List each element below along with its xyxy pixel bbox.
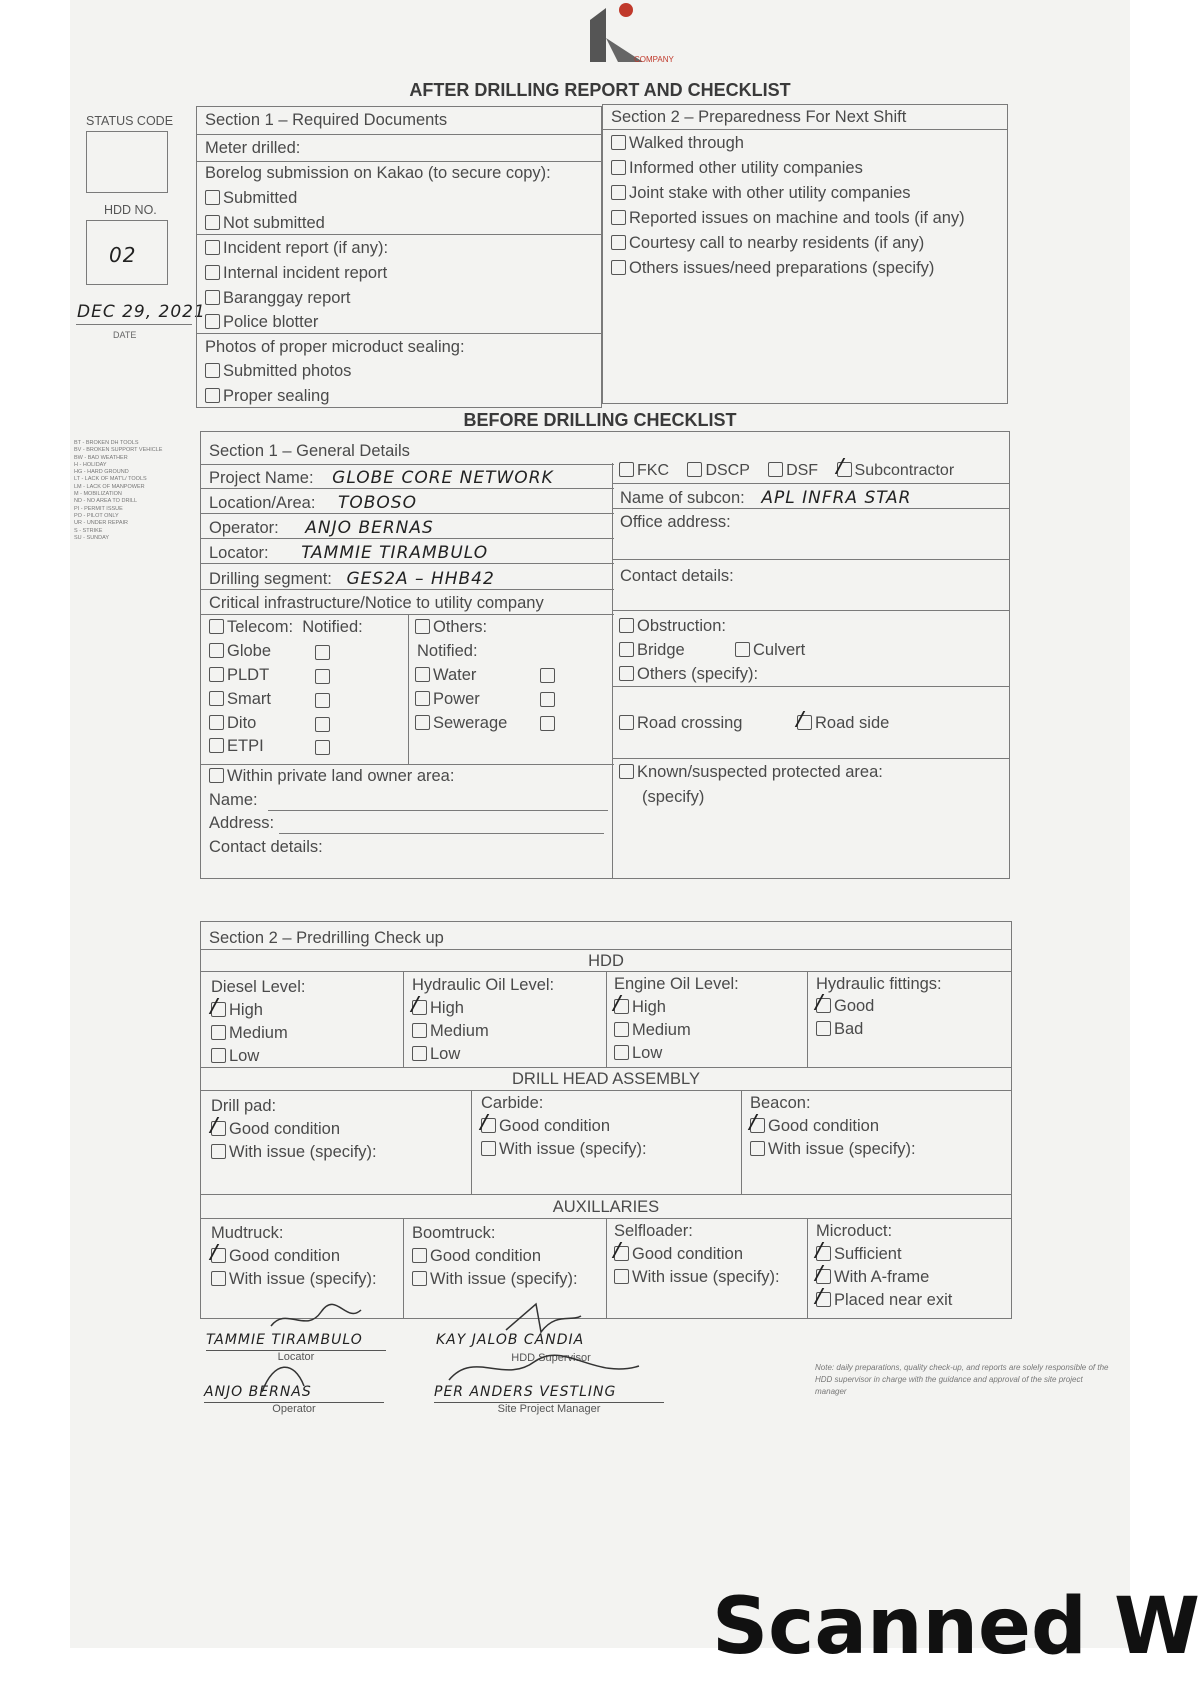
baranggay-report[interactable]: Baranggay report <box>197 289 601 308</box>
checkbox[interactable] <box>209 643 224 658</box>
fittings-bad[interactable]: Bad <box>816 1020 942 1039</box>
notified-checkbox[interactable] <box>315 693 330 708</box>
notified-checkbox[interactable] <box>315 740 330 755</box>
checkbox-checked[interactable] <box>211 1002 226 1017</box>
telecom-pldt[interactable]: PLDT <box>201 666 1009 685</box>
mudtruck: Mudtruck: Good condition With issue (specify): <box>211 1224 377 1288</box>
drill-head-header: DRILL HEAD ASSEMBLY <box>512 1070 700 1088</box>
selfloader: Selfloader: Good condition With issue (specify): <box>614 1222 780 1286</box>
checkbox[interactable] <box>205 240 220 255</box>
checkbox[interactable] <box>415 691 430 706</box>
road-side[interactable]: Road side <box>797 714 889 733</box>
checkbox-checked[interactable] <box>837 462 852 477</box>
submitted-photos[interactable]: Submitted photos <box>197 362 601 381</box>
legend-item: BW - BAD WEATHER <box>74 454 128 461</box>
checkbox[interactable] <box>211 1025 226 1040</box>
legend-item: H - HOLIDAY <box>74 461 107 468</box>
checkbox[interactable] <box>205 215 220 230</box>
microduct: Microduct: Sufficient With A-frame Placed near exit <box>816 1222 953 1309</box>
company-type-row: FKC DSCP DSF Subcontractor <box>619 462 954 480</box>
locator-value: TAMMIE TIRAMBULO <box>301 543 489 563</box>
date-value: DEC 29, 2021 <box>77 302 206 322</box>
checkbox-checked[interactable] <box>481 1118 496 1133</box>
bridge[interactable]: Bridge <box>619 641 685 660</box>
project-name-row: Project Name: GLOBE CORE NETWORK <box>209 468 554 488</box>
photos-label: Photos of proper microduct sealing: <box>205 338 465 356</box>
prep-item[interactable]: Joint stake with other utility companies <box>603 184 1007 203</box>
prep-item[interactable]: Others issues/need preparations (specify) <box>603 259 1007 278</box>
checkbox[interactable] <box>619 764 634 779</box>
after-drilling-title: AFTER DRILLING REPORT AND CHECKLIST <box>409 80 791 100</box>
subcon-row: Name of subcon: APL INFRA STAR <box>620 488 912 508</box>
telecom-etpi[interactable]: ETPI <box>201 737 1009 756</box>
legend-item: SU - SUNDAY <box>74 534 110 541</box>
mudtruck-issue[interactable]: With issue (specify): <box>211 1270 377 1289</box>
checkbox[interactable] <box>611 185 626 200</box>
checkbox[interactable] <box>619 666 634 681</box>
address-line <box>279 833 604 834</box>
segment-value: GES2A – HHB42 <box>346 569 495 589</box>
checkbox[interactable] <box>415 715 430 730</box>
notified-checkbox[interactable] <box>540 668 555 683</box>
checkbox[interactable] <box>619 618 634 633</box>
checkbox-checked[interactable] <box>816 1269 831 1284</box>
utility-power[interactable]: Power <box>415 690 480 709</box>
after-section1-box <box>196 106 602 408</box>
fittings-good[interactable]: Good <box>816 997 942 1016</box>
checkbox-checked[interactable] <box>211 1121 226 1136</box>
hydraulic-low[interactable]: Low <box>412 1045 554 1064</box>
checkbox[interactable] <box>611 160 626 175</box>
checkbox[interactable] <box>735 642 750 657</box>
checkbox[interactable] <box>209 691 224 706</box>
hydraulic-medium[interactable]: Medium <box>412 1022 554 1041</box>
checkbox[interactable] <box>211 1144 226 1159</box>
checkbox[interactable] <box>750 1141 765 1156</box>
telecom-smart[interactable]: Smart <box>201 690 1009 709</box>
checkbox[interactable] <box>211 1271 226 1286</box>
internal-incident-report[interactable]: Internal incident report <box>197 264 601 283</box>
legend-item: M - MOBILIZATION <box>74 491 122 498</box>
hdd-no-box <box>86 220 168 285</box>
private-contact-label: Contact details: <box>209 838 323 856</box>
microduct-aframe[interactable]: With A-frame <box>816 1268 952 1287</box>
contact-details-label: Contact details: <box>620 567 734 585</box>
checkbox[interactable] <box>209 667 224 682</box>
date-underline <box>76 324 192 325</box>
after-section2-box <box>602 104 1008 404</box>
drill-pad-good[interactable]: Good condition <box>211 1120 377 1139</box>
svg-text:COMPANY: COMPANY <box>634 55 674 64</box>
status-legend <box>74 440 192 542</box>
private-land[interactable]: Within private land owner area: <box>201 767 1009 786</box>
checkbox[interactable] <box>415 619 430 634</box>
project-name-value: GLOBE CORE NETWORK <box>332 468 554 488</box>
legend-item: ND - NO AREA TO DRILL <box>74 498 138 505</box>
checkbox-checked[interactable] <box>211 1248 226 1263</box>
boomtruck-issue[interactable]: With issue (specify): <box>412 1270 578 1289</box>
meter-drilled-label: Meter drilled: <box>205 139 301 157</box>
checkbox[interactable] <box>412 1023 427 1038</box>
status-code-box <box>86 131 168 193</box>
telecom-globe[interactable]: Globe <box>201 642 1009 661</box>
utility-water[interactable]: Water <box>415 666 476 685</box>
beacon: Beacon: Good condition With issue (specify): <box>750 1094 916 1158</box>
hydraulic-oil-level: Hydraulic Oil Level: High Medium Low <box>412 976 555 1063</box>
carbide: Carbide: Good condition With issue (specify): <box>481 1094 647 1158</box>
date-label: DATE <box>113 330 137 340</box>
legend-item: HG - HARD GROUND <box>74 469 129 476</box>
hdd-header: HDD <box>588 952 624 970</box>
obstruction-others[interactable]: Others (specify): <box>619 665 758 684</box>
critical-infra-label: Critical infrastructure/Notice to utility company <box>209 594 544 612</box>
borelog-submitted[interactable]: Submitted <box>197 189 601 208</box>
obstruction[interactable]: Obstruction: <box>619 617 726 636</box>
checkbox-checked[interactable] <box>750 1118 765 1133</box>
checkbox[interactable] <box>412 1046 427 1061</box>
checkbox-checked[interactable] <box>816 1292 831 1307</box>
borelog-not-submitted[interactable]: Not submitted <box>197 214 601 233</box>
protected-specify: (specify) <box>642 788 705 806</box>
proper-sealing[interactable]: Proper sealing <box>197 387 601 406</box>
operator-row: Operator: ANJO BERNAS <box>209 518 434 538</box>
checkbox-checked[interactable] <box>816 1246 831 1261</box>
checkbox-checked[interactable] <box>816 998 831 1013</box>
legend-item: BV - BROKEN SUPPORT VEHICLE <box>74 447 163 454</box>
checkbox[interactable] <box>412 1271 427 1286</box>
engine-oil-level: Engine Oil Level: High Medium Low <box>614 975 739 1062</box>
checkbox[interactable] <box>209 768 224 783</box>
hydraulic-fittings: Hydraulic fittings: Good Bad <box>816 975 942 1038</box>
locator-row: Locator: TAMMIE TIRAMBULO <box>209 543 489 563</box>
after-section2-title: Section 2 – Preparedness For Next Shift <box>611 108 907 126</box>
predrilling-box <box>200 921 1012 1319</box>
general-details-title: Section 1 – General Details <box>209 442 410 460</box>
legend-item: PI - PERMIT ISSUE <box>74 505 123 512</box>
name-line <box>268 810 608 811</box>
manager-signature: PER ANDERS VESTLING Site Project Manager <box>434 1384 664 1415</box>
prep-item[interactable]: Reported issues on machine and tools (if any) <box>603 209 1007 228</box>
protected-area[interactable]: Known/suspected protected area: <box>619 763 883 782</box>
responsibility-note: Note: daily preparations, quality check-up, and reports are solely responsible of the HDD supervisor in charge with the guidance and approval of the site project manager <box>815 1363 1109 1396</box>
operator-value: ANJO BERNAS <box>305 518 434 538</box>
checkbox[interactable] <box>611 260 626 275</box>
checkbox[interactable] <box>611 135 626 150</box>
boomtruck: Boomtruck: Good condition With issue (specify): <box>412 1224 578 1288</box>
prep-item[interactable]: Courtesy call to nearby residents (if any) <box>603 234 1007 253</box>
selfloader-good[interactable]: Good condition <box>614 1245 780 1264</box>
others-notified-label: Notified: <box>417 642 478 660</box>
contact-line <box>210 878 486 879</box>
location-row: Location/Area: TOBOSO <box>209 493 417 513</box>
checkbox[interactable] <box>412 1248 427 1263</box>
drill-pad: Drill pad: Good condition With issue (specify): <box>211 1097 377 1161</box>
checkbox[interactable] <box>816 1021 831 1036</box>
auxillaries-header: AUXILLARIES <box>552 1198 660 1216</box>
diesel-level: Diesel Level: High Medium Low <box>211 978 306 1065</box>
private-name-row[interactable]: Name: <box>209 791 258 809</box>
notified-checkbox[interactable] <box>540 716 555 731</box>
road-crossing[interactable]: Road crossing <box>619 714 742 733</box>
legend-item: UR - UNDER REPAIR <box>74 520 128 527</box>
culvert[interactable]: Culvert <box>735 641 805 660</box>
checkbox[interactable] <box>611 235 626 250</box>
status-code-label: STATUS CODE <box>86 114 174 128</box>
checkbox[interactable] <box>205 265 220 280</box>
checkbox[interactable] <box>614 1022 629 1037</box>
checkbox[interactable] <box>619 462 634 477</box>
legend-item: S - STRIKE <box>74 527 103 534</box>
before-drilling-title: BEFORE DRILLING CHECKLIST <box>463 410 737 430</box>
checkbox-checked[interactable] <box>797 715 812 730</box>
checkbox[interactable] <box>619 715 634 730</box>
segment-row: Drilling segment: GES2A – HHB42 <box>209 569 495 589</box>
engine-low[interactable]: Low <box>614 1044 739 1063</box>
telecom-dito[interactable]: Dito <box>201 714 1009 733</box>
checkbox[interactable] <box>768 462 783 477</box>
mudtruck-good[interactable]: Good condition <box>211 1247 377 1266</box>
checkbox[interactable] <box>205 363 220 378</box>
beacon-good[interactable]: Good condition <box>750 1117 916 1136</box>
checkbox[interactable] <box>611 210 626 225</box>
others-row[interactable]: Others: <box>415 618 487 637</box>
prep-item[interactable]: Informed other utility companies <box>603 159 1007 178</box>
legend-item: LM - LACK OF MANPOWER <box>74 483 145 490</box>
hdd-no-value: 02 <box>109 243 137 267</box>
location-value: TOBOSO <box>338 493 417 513</box>
checkbox[interactable] <box>415 667 430 682</box>
legend-item: PO - PILOT ONLY <box>74 512 119 519</box>
carbide-issue[interactable]: With issue (specify): <box>481 1140 647 1159</box>
engine-medium[interactable]: Medium <box>614 1021 739 1040</box>
notified-checkbox[interactable] <box>540 692 555 707</box>
checkbox[interactable] <box>205 314 220 329</box>
checkbox[interactable] <box>205 290 220 305</box>
drill-pad-issue[interactable]: With issue (specify): <box>211 1143 377 1162</box>
beacon-issue[interactable]: With issue (specify): <box>750 1140 916 1159</box>
microduct-sufficient[interactable]: Sufficient <box>816 1245 952 1264</box>
checkbox[interactable] <box>211 1048 226 1063</box>
checkbox[interactable] <box>205 388 220 403</box>
subcon-value: APL INFRA STAR <box>761 488 912 508</box>
police-blotter[interactable]: Police blotter <box>197 313 601 332</box>
selfloader-issue[interactable]: With issue (specify): <box>614 1268 780 1287</box>
predrilling-title: Section 2 – Predrilling Check up <box>209 929 444 947</box>
checkbox[interactable] <box>205 190 220 205</box>
checkbox[interactable] <box>209 715 224 730</box>
prep-item[interactable]: Walked through <box>603 134 1007 153</box>
company-logo <box>588 2 674 68</box>
office-address-label: Office address: <box>620 513 731 531</box>
hydraulic-high[interactable]: High <box>412 999 554 1018</box>
checkbox[interactable] <box>481 1141 496 1156</box>
incident-report[interactable]: Incident report (if any): <box>197 239 601 258</box>
microduct-near-exit[interactable]: Placed near exit <box>816 1291 952 1310</box>
checkbox[interactable] <box>614 1045 629 1060</box>
engine-high[interactable]: High <box>614 998 739 1017</box>
scanner-watermark: Scanned W <box>711 1582 1200 1672</box>
operator-signature: ANJO BERNAS Operator <box>204 1384 384 1415</box>
notified-checkbox[interactable] <box>315 669 330 684</box>
hdd-no-label: HDD NO. <box>104 203 157 217</box>
general-details-box <box>200 431 1010 879</box>
carbide-good[interactable]: Good condition <box>481 1117 647 1136</box>
diesel-medium[interactable]: Medium <box>211 1024 305 1043</box>
utility-sewerage[interactable]: Sewerage <box>415 714 507 733</box>
notified-checkbox[interactable] <box>315 717 330 732</box>
after-section1-title: Section 1 – Required Documents <box>205 111 448 129</box>
checkbox[interactable] <box>209 738 224 753</box>
legend-item: LT - LACK OF MAT'L/ TOOLS <box>74 476 147 483</box>
diesel-low[interactable]: Low <box>211 1047 305 1066</box>
telecom-row[interactable]: Telecom: Notified: <box>201 618 1009 637</box>
notified-checkbox[interactable] <box>315 645 330 660</box>
legend-item: BT - BROKEN DH TOOLS <box>74 440 139 446</box>
locator-signature: TAMMIE TIRAMBULO Locator <box>206 1332 386 1363</box>
boomtruck-good[interactable]: Good condition <box>412 1247 578 1266</box>
checkbox[interactable] <box>209 619 224 634</box>
checkbox-checked[interactable] <box>614 999 629 1014</box>
checkbox[interactable] <box>619 642 634 657</box>
supervisor-signature: KAY JALOB CANDIA HDD Supervisor <box>436 1332 666 1364</box>
diesel-high[interactable]: High <box>211 1001 305 1020</box>
checkbox[interactable] <box>614 1269 629 1284</box>
checkbox-checked[interactable] <box>412 1000 427 1015</box>
private-address-row[interactable]: Address: <box>209 814 275 832</box>
checkbox-checked[interactable] <box>614 1246 629 1261</box>
checkbox[interactable] <box>687 462 702 477</box>
borelog-label: Borelog submission on Kakao (to secure copy): <box>205 164 551 182</box>
